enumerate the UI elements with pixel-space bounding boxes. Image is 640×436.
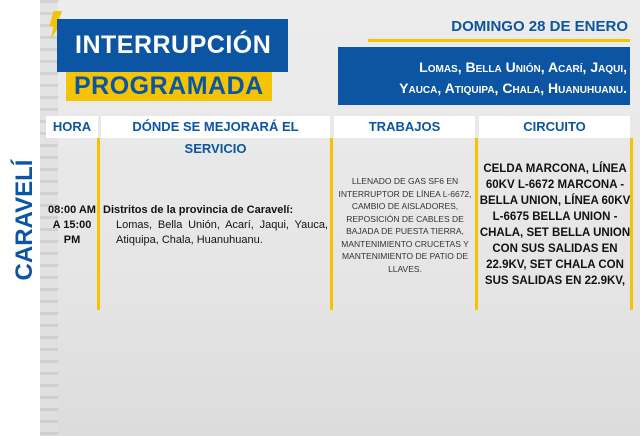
date-label: DOMINGO 28 DE ENERO	[451, 18, 628, 35]
cell-hora	[46, 140, 98, 310]
circuito-text: CELDA MARCONA, LÍNEA 60KV L-6672 MARCONA - BELLA UNION, LÍNEA 60KV L-6675 BELLA UNION - CHALA, SET BELLA UNION CON SUS SALIDAS EN 22.9KV, SET CHALA CON SUS SALIDAS EN 22.9KV,	[479, 163, 631, 287]
cell-trabajos	[334, 140, 476, 310]
header-hora: HORA	[46, 116, 98, 138]
districts-banner	[338, 47, 630, 105]
province-label	[10, 150, 40, 290]
province-text: CARAVELÍ	[11, 159, 38, 281]
districts-line-1: Lomas, Bella Unión, Acarí, Jaqui,	[419, 59, 627, 75]
divider	[330, 138, 333, 310]
donde-bold: Distritos de la provincia de Caravelí:	[103, 203, 294, 216]
cell-donde	[101, 140, 330, 310]
title-programada: PROGRAMADA	[66, 72, 272, 101]
header-trabajos: TRABAJOS	[334, 116, 475, 138]
donde-text: Lomas, Bella Unión, Acarí, Jaqui, Yauca, Atiquipa, Chala, Huanuhuanu.	[116, 218, 328, 246]
cell-circuito	[479, 140, 631, 310]
header-circuito: CIRCUITO	[479, 116, 630, 138]
hora-text: 08:00 AM A 15:00 PM	[48, 203, 96, 246]
trabajos-text: LLENADO DE GAS SF6 EN INTERRUPTOR DE LÍNEA L-6672, CAMBIO DE AISLADORES, REPOSICIÓN DE CABLES DE BAJADA DE PUESTA TIERRA, MANTENIMIENTO CRUCETAS Y MANTENIMIENTO DE PATIO DE LLAVES.	[338, 176, 472, 274]
date-underline	[368, 39, 630, 42]
districts-line-2: Yauca, Atiquipa, Chala, Huanuhuanu.	[399, 80, 627, 96]
header-donde: DÓNDE SE MEJORARÁ EL SERVICIO	[101, 116, 330, 138]
title-interrupcion: INTERRUPCIÓN	[57, 19, 288, 72]
